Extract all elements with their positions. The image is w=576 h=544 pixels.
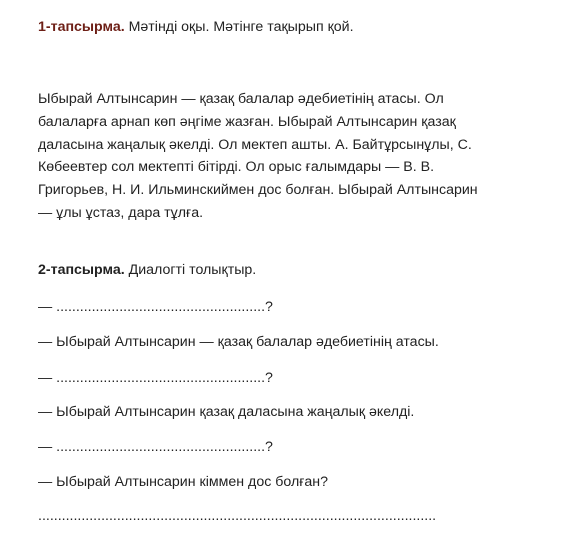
paragraph-line: — ұлы ұстаз, дара тұлға. bbox=[38, 204, 204, 221]
dialogue-blank-question: — .....................................................? bbox=[38, 370, 273, 386]
dialogue-answer: — Ыбырай Алтынсарин қазақ даласына жаңалық әкелді. bbox=[38, 404, 415, 420]
task-1-heading bbox=[38, 19, 354, 35]
paragraph-line: даласына жаңалық әкелді. Ол мектеп ашты. А. Байтұрсынұлы, С. bbox=[38, 136, 472, 153]
paragraph-line: балаларға арнап көп әңгіме жазған. Ыбырай Алтынсарин қазақ bbox=[38, 113, 456, 130]
reading-paragraph bbox=[38, 88, 558, 225]
task-1-instruction: Мәтінді оқы. Мәтінге тақырып қой. bbox=[124, 19, 354, 35]
dialogue-question: — Ыбырай Алтынсарин кіммен дос болған? bbox=[38, 474, 329, 490]
dialogue-answer: — Ыбырай Алтынсарин — қазақ балалар әдебиетінің атасы. bbox=[38, 334, 439, 350]
paragraph-line: Ыбырай Алтынсарин — қазақ балалар әдебиетінің атасы. Ол bbox=[38, 91, 444, 107]
dialogue-blank-question: — .....................................................? bbox=[38, 439, 273, 455]
paragraph-line: Көбеевтер сол мектепті бітірді. Ол орыс ғалымдары — В. В. bbox=[38, 159, 435, 176]
dialogue-blank-question: — .....................................................? bbox=[38, 299, 273, 315]
task-2-label: 2-тапсырма. bbox=[38, 262, 125, 278]
paragraph-line: Григорьев, Н. И. Ильминскиймен дос болған. Ыбырай Алтынсарин bbox=[38, 182, 478, 199]
task-2-instruction: Диалогті толықтыр. bbox=[124, 262, 257, 278]
task-2-heading bbox=[38, 262, 256, 278]
dialogue-blank-answer: ..................................................................................................... bbox=[38, 508, 437, 524]
task-1-label: 1-тапсырма. bbox=[38, 19, 125, 35]
